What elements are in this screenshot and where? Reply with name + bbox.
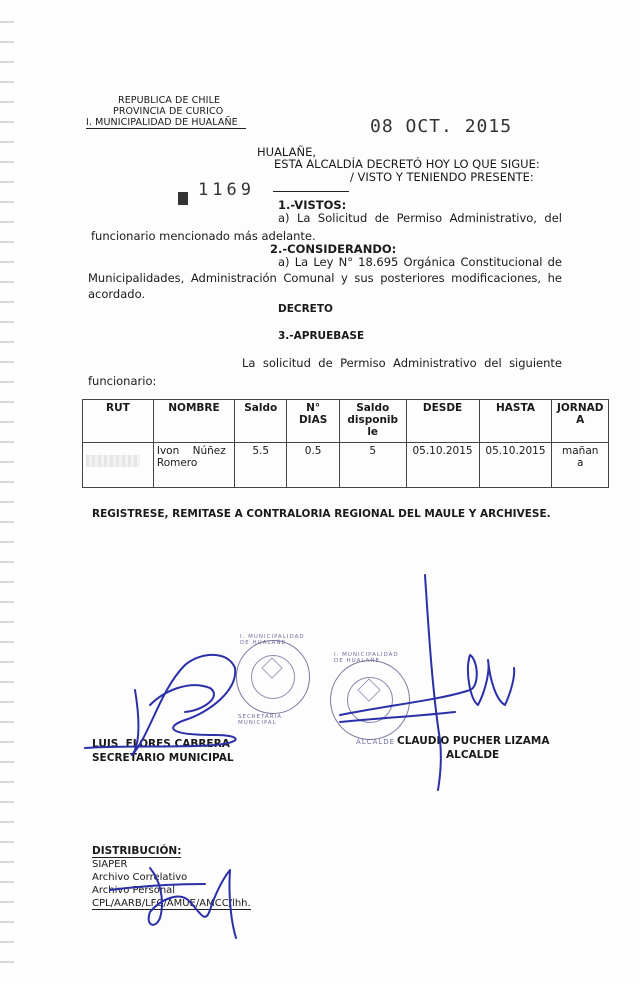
- col-jornada-line2: A: [576, 414, 585, 426]
- header-provincia: PROVINCIA DE CURICO: [113, 106, 224, 117]
- registrese-text: REGISTRESE, REMITASE A CONTRALORIA REGIONAL DEL MAULE Y ARCHIVESE.: [92, 508, 551, 520]
- considerando-heading: 2.-CONSIDERANDO:: [270, 242, 397, 256]
- distribucion-item-3: CPL/AARB/LFC/AMUE/AMCC/lhh.: [92, 898, 251, 909]
- right-signer-name: CLAUDIO PUCHER LIZAMA: [397, 735, 550, 747]
- header-republica: REPUBLICA DE CHILE: [118, 95, 221, 106]
- left-signer-name: LUIS FLORES CABRERA: [92, 738, 230, 750]
- considerando-line3: acordado.: [88, 287, 146, 301]
- seal-right-emblem: [358, 679, 380, 701]
- col-saldo-disp-line2: disponib: [347, 414, 399, 426]
- distribucion-heading: DISTRIBUCIÓN:: [92, 845, 182, 857]
- col-rut: RUT: [83, 400, 154, 443]
- distribucion-item-2: Archivo Personal: [92, 885, 176, 896]
- distribucion-item-0: SIAPER: [92, 859, 128, 870]
- col-saldo: Saldo: [235, 400, 287, 443]
- col-hasta: HASTA: [479, 400, 552, 443]
- distribucion-signature-stroke: [149, 868, 236, 938]
- distribucion-signature-cross: [110, 884, 205, 890]
- cell-n-dias: 0.5: [287, 443, 339, 488]
- apruebase-line2: funcionario:: [88, 374, 157, 388]
- right-signature-stroke: [425, 575, 441, 790]
- cell-nombre-line1: Ivon Núñez: [156, 445, 226, 457]
- visto-text: / VISTO Y TENIENDO PRESENTE:: [350, 170, 534, 184]
- col-saldo-disp-line3: le: [367, 426, 379, 438]
- decreto-title: DECRETO: [278, 303, 333, 315]
- date-stamp: 08 OCT. 2015: [370, 116, 513, 137]
- col-n-dias-line2: DIAS: [298, 414, 328, 426]
- left-signature-loop: [150, 685, 214, 712]
- distribucion-item-1: Archivo Correlativo: [92, 872, 188, 883]
- cell-desde: 05.10.2015: [406, 443, 479, 488]
- vistos-line1: a) La Solicitud de Permiso Administrativo, del: [278, 211, 562, 225]
- left-signature-stroke: [85, 655, 236, 755]
- cell-jornada-line2: a: [577, 457, 584, 469]
- cell-hasta: 05.10.2015: [479, 443, 552, 488]
- cell-saldo-disponible: 5: [339, 443, 406, 488]
- vistos-heading: 1.-VISTOS:: [278, 198, 347, 212]
- vistos-line2: funcionario mencionado más adelante.: [91, 229, 316, 243]
- col-saldo-disp-line1: Saldo: [356, 402, 390, 414]
- cell-saldo: 5.5: [235, 443, 287, 488]
- col-nombre: NOMBRE: [153, 400, 234, 443]
- considerando-line1: a) La Ley N° 18.695 Orgánica Constitucional de: [278, 255, 562, 269]
- decree-number-stamp: 1169: [198, 180, 255, 200]
- apruebase-heading: 3.-APRUEBASE: [278, 330, 365, 342]
- considerando-line2: Municipalidades, Administración Comunal y sus posteriores modificaciones, he: [88, 271, 562, 285]
- right-signature-flourish: [340, 655, 514, 715]
- col-n-dias-line1: N°: [306, 402, 321, 414]
- header-municipalidad: I. MUNICIPALIDAD DE HUALAÑE: [86, 117, 246, 129]
- seal-right-top-text: I. MUNICIPALIDAD DE HUALAÑE: [334, 652, 399, 664]
- seal-left-top-text: I. MUNICIPALIDAD DE HUALAÑE: [240, 634, 305, 646]
- apruebase-line1: La solicitud de Permiso Administrativo del siguiente: [242, 356, 562, 370]
- left-signer-title: SECRETARIO MUNICIPAL: [92, 752, 234, 764]
- col-desde: DESDE: [406, 400, 479, 443]
- col-jornada-line1: JORNAD: [556, 402, 604, 414]
- seal-left-bottom-text: SECRETARIA MUNICIPAL: [238, 714, 283, 726]
- decreto-intro: ESTA ALCALDÍA DECRETÓ HOY LO QUE SIGUE:: [274, 157, 540, 171]
- seal-left-emblem: [262, 658, 282, 678]
- cell-nombre-line2: Romero: [156, 457, 198, 469]
- place-text: HUALAÑE,: [257, 145, 316, 159]
- seal-right-bottom-text: ALCALDE: [356, 738, 396, 746]
- right-signer-title: ALCALDE: [446, 749, 500, 761]
- cell-jornada-line1: mañan: [562, 445, 599, 457]
